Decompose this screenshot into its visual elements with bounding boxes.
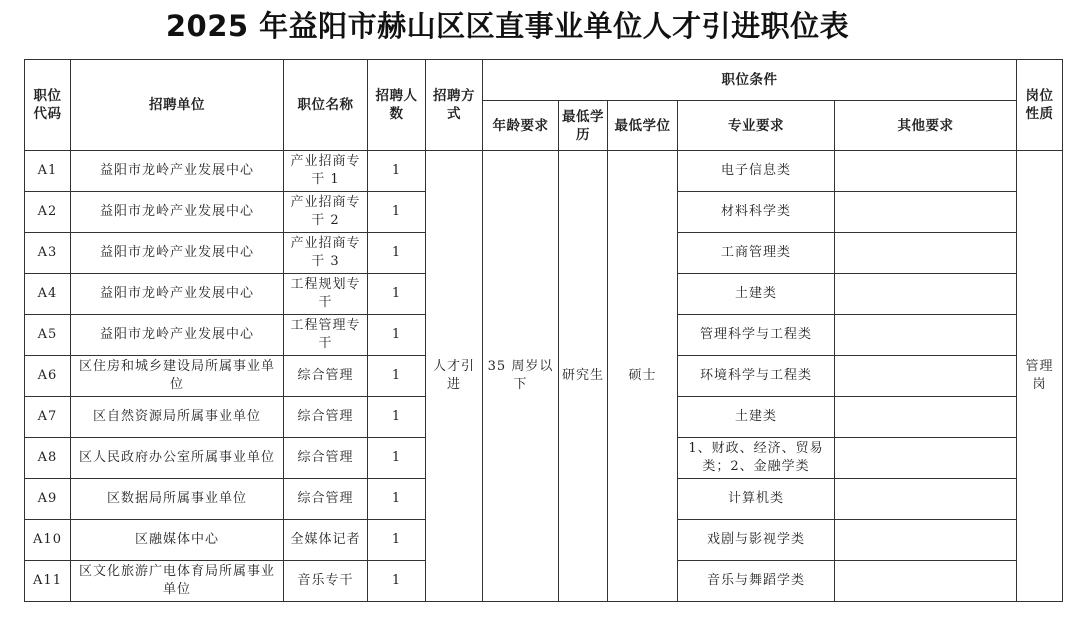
- cell-position: 产业招商专干 3: [284, 233, 368, 274]
- cell-other: [835, 479, 1017, 520]
- header-major: 专业要求: [678, 101, 835, 151]
- cell-position: 综合管理: [284, 356, 368, 397]
- cell-code: A4: [25, 274, 71, 315]
- cell-code: A2: [25, 192, 71, 233]
- cell-other: [835, 315, 1017, 356]
- cell-unit: 区自然资源局所属事业单位: [71, 397, 284, 438]
- header-conditions: 职位条件: [483, 60, 1017, 101]
- cell-position: 音乐专干: [284, 561, 368, 602]
- cell-min-education: 研究生: [559, 151, 608, 602]
- cell-other: [835, 397, 1017, 438]
- header-min-degree: 最低学位: [608, 101, 678, 151]
- cell-code: A11: [25, 561, 71, 602]
- cell-count: 1: [368, 233, 426, 274]
- cell-other: [835, 520, 1017, 561]
- cell-unit: 益阳市龙岭产业发展中心: [71, 274, 284, 315]
- cell-code: A1: [25, 151, 71, 192]
- cell-other: [835, 438, 1017, 479]
- header-method: 招聘方式: [426, 60, 483, 151]
- cell-other: [835, 233, 1017, 274]
- header-code: 职位代码: [25, 60, 71, 151]
- cell-unit: 区住房和城乡建设局所属事业单位: [71, 356, 284, 397]
- cell-code: A3: [25, 233, 71, 274]
- header-nature: 岗位性质: [1017, 60, 1063, 151]
- cell-nature: 管理岗: [1017, 151, 1063, 602]
- cell-min-degree: 硕士: [608, 151, 678, 602]
- cell-major: 戏剧与影视学类: [678, 520, 835, 561]
- header-other: 其他要求: [835, 101, 1017, 151]
- cell-unit: 区数据局所属事业单位: [71, 479, 284, 520]
- cell-age: 35 周岁以下: [483, 151, 559, 602]
- cell-major: 1、财政、经济、贸易类；2、金融学类: [678, 438, 835, 479]
- header-min-education: 最低学历: [559, 101, 608, 151]
- cell-position: 工程管理专干: [284, 315, 368, 356]
- cell-count: 1: [368, 151, 426, 192]
- cell-position: 产业招商专干 2: [284, 192, 368, 233]
- cell-major: 工商管理类: [678, 233, 835, 274]
- cell-major: 土建类: [678, 397, 835, 438]
- cell-unit: 区融媒体中心: [71, 520, 284, 561]
- cell-count: 1: [368, 274, 426, 315]
- cell-unit: 益阳市龙岭产业发展中心: [71, 192, 284, 233]
- cell-code: A9: [25, 479, 71, 520]
- cell-other: [835, 192, 1017, 233]
- cell-unit: 区文化旅游广电体育局所属事业单位: [71, 561, 284, 602]
- cell-position: 综合管理: [284, 397, 368, 438]
- cell-unit: 益阳市龙岭产业发展中心: [71, 151, 284, 192]
- cell-count: 1: [368, 356, 426, 397]
- cell-code: A7: [25, 397, 71, 438]
- cell-position: 综合管理: [284, 479, 368, 520]
- cell-count: 1: [368, 397, 426, 438]
- header-position: 职位名称: [284, 60, 368, 151]
- cell-position: 工程规划专干: [284, 274, 368, 315]
- header-age: 年龄要求: [483, 101, 559, 151]
- cell-major: 材料科学类: [678, 192, 835, 233]
- header-unit: 招聘单位: [71, 60, 284, 151]
- cell-code: A8: [25, 438, 71, 479]
- cell-major: 环境科学与工程类: [678, 356, 835, 397]
- cell-position: 产业招商专干 1: [284, 151, 368, 192]
- positions-table: [24, 59, 1063, 602]
- cell-other: [835, 561, 1017, 602]
- cell-major: 计算机类: [678, 479, 835, 520]
- cell-count: 1: [368, 479, 426, 520]
- cell-position: 全媒体记者: [284, 520, 368, 561]
- page-title: 2025 年益阳市赫山区区直事业单位人才引进职位表: [165, 9, 850, 43]
- cell-method: 人才引进: [426, 151, 483, 602]
- cell-code: A6: [25, 356, 71, 397]
- table-row: [25, 151, 1063, 192]
- cell-count: 1: [368, 192, 426, 233]
- cell-count: 1: [368, 315, 426, 356]
- cell-unit: 区人民政府办公室所属事业单位: [71, 438, 284, 479]
- cell-major: 电子信息类: [678, 151, 835, 192]
- cell-major: 管理科学与工程类: [678, 315, 835, 356]
- cell-other: [835, 274, 1017, 315]
- cell-position: 综合管理: [284, 438, 368, 479]
- cell-code: A10: [25, 520, 71, 561]
- cell-other: [835, 151, 1017, 192]
- cell-unit: 益阳市龙岭产业发展中心: [71, 315, 284, 356]
- cell-major: 土建类: [678, 274, 835, 315]
- cell-unit: 益阳市龙岭产业发展中心: [71, 233, 284, 274]
- cell-code: A5: [25, 315, 71, 356]
- header-count: 招聘人数: [368, 60, 426, 151]
- cell-major: 音乐与舞蹈学类: [678, 561, 835, 602]
- cell-count: 1: [368, 520, 426, 561]
- cell-count: 1: [368, 438, 426, 479]
- cell-other: [835, 356, 1017, 397]
- cell-count: 1: [368, 561, 426, 602]
